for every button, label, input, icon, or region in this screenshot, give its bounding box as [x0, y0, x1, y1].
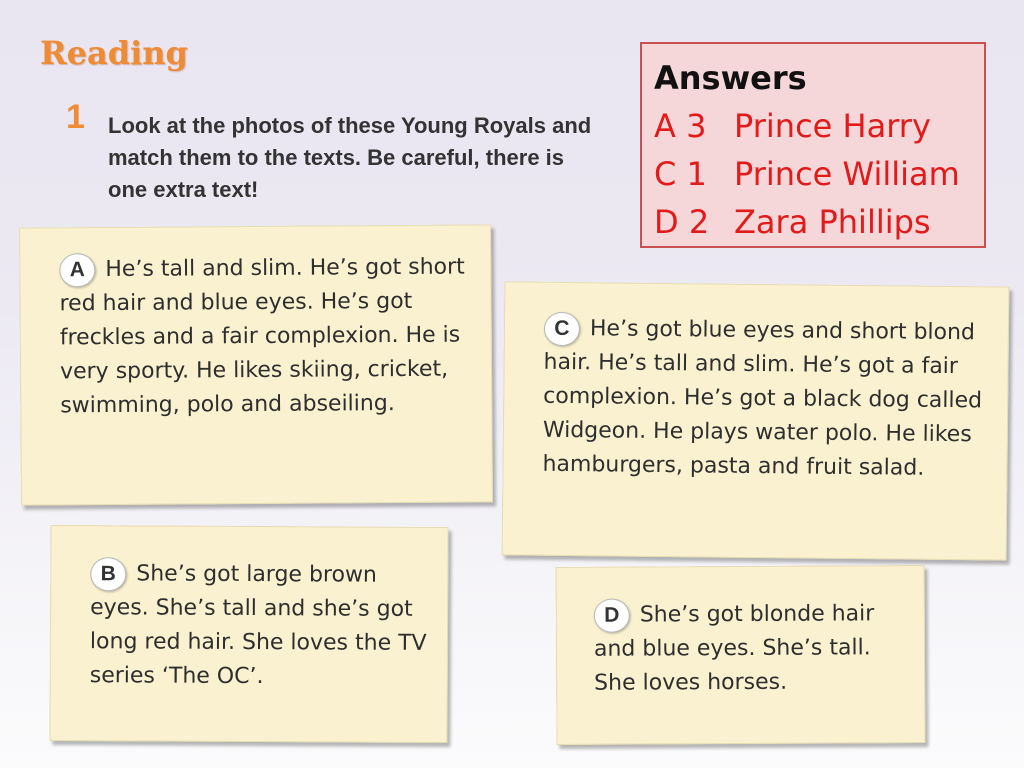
card-label-badge: D: [594, 599, 630, 633]
answer-row: [654, 198, 972, 246]
section-heading: Reading: [40, 34, 188, 72]
answer-code: A 3: [654, 107, 707, 145]
text-card-a: [19, 224, 493, 505]
card-description: She’s got blonde hair and blue eyes. She’s tall. She loves horses.: [593, 601, 875, 696]
card-label-badge: B: [90, 557, 126, 591]
answer-row: [654, 102, 972, 150]
card-description: He’s got blue eyes and short blond hair. He’s tall and slim. He’s got a fair complexion. He’s got a black dog called Widgeon. He plays water polo. He likes hamburgers, pasta and fruit salad.: [542, 316, 983, 481]
card-label-badge: A: [59, 253, 95, 287]
card-description: She’s got large brown eyes. She’s tall and she’s got long red hair. She loves the TV series ‘The OC’.: [89, 561, 427, 690]
answer-code: C 1: [654, 155, 707, 193]
text-card-c: [502, 281, 1010, 560]
answer-code: D 2: [654, 203, 710, 241]
answers-box: [640, 42, 986, 248]
task-instruction: Look at the photos of these Young Royals and match them to the texts. Be careful, there is one extra text!: [108, 113, 592, 202]
card-label-badge: C: [544, 312, 580, 346]
text-card-b: [49, 525, 448, 743]
card-description: He’s tall and slim. He’s got short red hair and blue eyes. He’s got freckles and a fair complexion. He is very sporty. He likes skiing, cricket, swimming, polo and abseiling.: [59, 254, 465, 419]
answer-row: [654, 150, 972, 198]
task-number: 1: [66, 98, 85, 136]
answers-title: Answers: [654, 59, 807, 97]
answer-name: Zara Phillips: [734, 203, 931, 241]
text-card-d: [556, 565, 926, 745]
answer-name: Prince Harry: [734, 107, 931, 145]
answer-name: Prince William: [734, 155, 960, 193]
